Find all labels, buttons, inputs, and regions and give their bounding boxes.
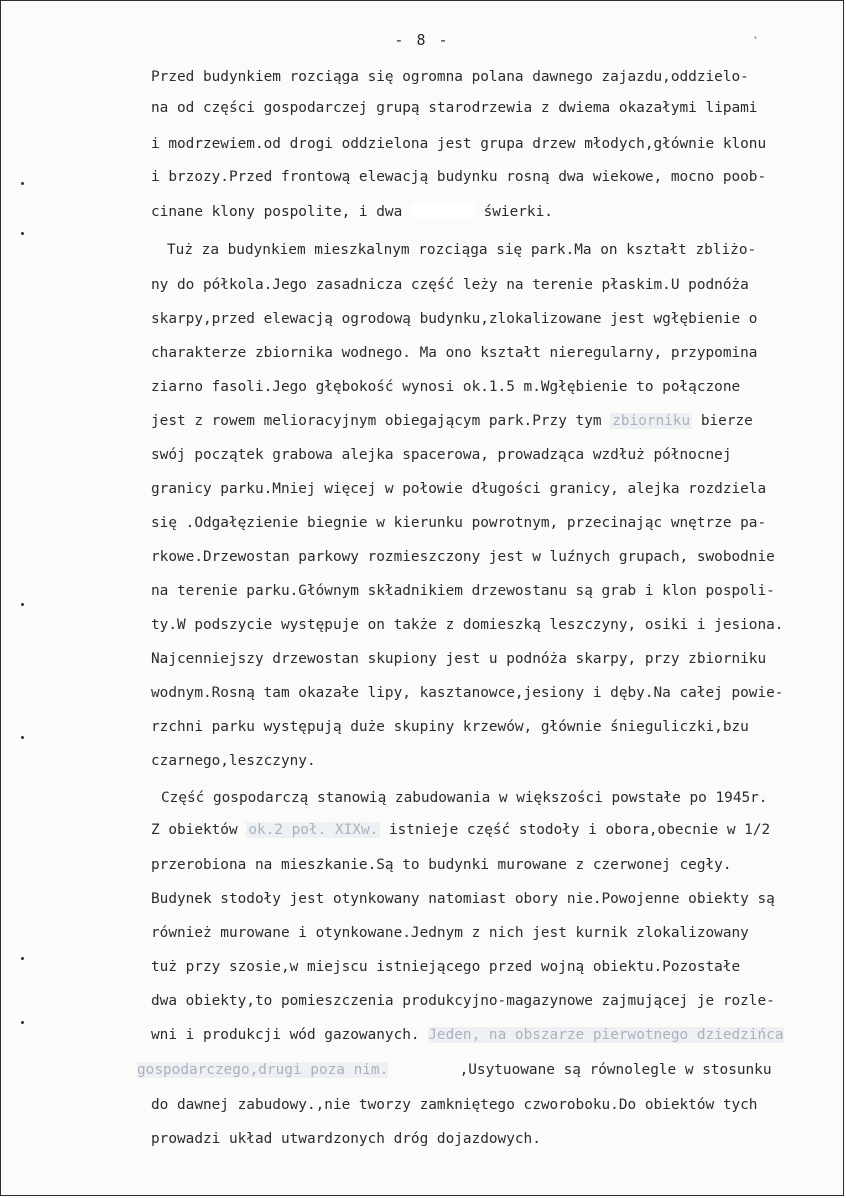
text-line: na terenie parku.Głównym składnikiem drzewostanu są grab i klon pospoli- bbox=[151, 583, 775, 599]
text-fragment: cinane klony pospolite, i dwa bbox=[151, 204, 403, 220]
faded-correction: Jeden, na obszarze pierwotnego dziedzińca bbox=[428, 1027, 784, 1043]
text-line: tuż przy szosie,w miejscu istniejącego przed wojną obiektu.Pozostałe bbox=[151, 959, 741, 975]
text-fragment: istnieje część stodoły i obora,obecnie w 1/2 bbox=[388, 822, 771, 838]
text-line: i brzozy.Przed frontową elewacją budynku rosną dwa wiekowe, mocno poob- bbox=[151, 169, 767, 185]
text-line: wodnym.Rosną tam okazałe lipy, kasztanowce,jesiony i dęby.Na całej powie- bbox=[151, 685, 784, 701]
margin-dot bbox=[21, 736, 24, 739]
text-line: na od części gospodarczej grupą starodrzewia z dwiema okazałymi lipami bbox=[151, 100, 758, 116]
corner-mark: · bbox=[751, 31, 759, 45]
text-fragment: bierze bbox=[700, 413, 753, 429]
text-line: prowadzi układ utwardzonych dróg dojazdowych. bbox=[151, 1131, 541, 1147]
faded-word: zbiorniku bbox=[612, 413, 691, 429]
text-fragment: świerki. bbox=[483, 204, 553, 220]
text-line: do dawnej zabudowy.,nie tworzy zamkniętego czworoboku.Do obiektów tych bbox=[151, 1097, 758, 1113]
text-line bbox=[137, 1061, 772, 1079]
faded-annotation: ok.2 poł. XIXw. bbox=[248, 822, 379, 838]
text-line bbox=[151, 203, 553, 221]
text-line bbox=[151, 821, 770, 839]
text-line: Przed budynkiem rozciąga się ogromna polana dawnego zajazdu,oddzielo- bbox=[151, 69, 749, 85]
text-line: dwa obiekty,to pomieszczenia produkcyjno-magazynowe zajmującej je rozle- bbox=[151, 993, 775, 1009]
text-line: czarnego,leszczyny. bbox=[151, 753, 316, 769]
margin-dot bbox=[21, 1021, 24, 1024]
margin-dot bbox=[21, 603, 24, 606]
text-line: ty.W podszycie występuje on także z domieszką leszczyny, osiki i jesiona. bbox=[151, 617, 784, 633]
text-line: rzchni parku występują duże skupiny krzewów, głównie śnieguliczki,bzu bbox=[151, 719, 749, 735]
erased-word bbox=[411, 204, 475, 218]
text-line: się .Odgałęzienie biegnie w kierunku powrotnym, przecinając wnętrze pa- bbox=[151, 515, 767, 531]
text-line: charakterze zbiornika wodnego. Ma ono kształt nieregularny, przypomina bbox=[151, 345, 758, 361]
text-line: Najcenniejszy drzewostan skupiony jest u podnóża skarpy, przy zbiorniku bbox=[151, 651, 767, 667]
text-fragment: wni i produkcji wód gazowanych. bbox=[151, 1027, 420, 1043]
text-line: i modrzewiem.od drogi oddzielona jest grupa drzew młodych,głównie klonu bbox=[151, 136, 767, 152]
text-line: rkowe.Drzewostan parkowy rozmieszczony jest w luźnych grupach, swobodnie bbox=[151, 549, 775, 565]
margin-dot bbox=[21, 957, 24, 960]
text-fragment: ,Usytuowane są równolegle w stosunku bbox=[459, 1062, 772, 1078]
page-number: - 8 - bbox=[394, 31, 450, 49]
faded-correction: gospodarczego,drugi poza nim. bbox=[137, 1062, 389, 1078]
text-line: granicy parku.Mniej więcej w połowie długości granicy, alejka rozdziela bbox=[151, 481, 767, 497]
text-line: ny do półkola.Jego zasadnicza część leży na terenie płaskim.U podnóża bbox=[151, 277, 749, 293]
text-line: również murowane i otynkowane.Jednym z nich jest kurnik zlokalizowany bbox=[151, 925, 749, 941]
text-line bbox=[151, 1026, 784, 1044]
margin-dot bbox=[21, 182, 24, 185]
text-line: Tuż za budynkiem mieszkalnym rozciąga się park.Ma on kształt zbliżo- bbox=[167, 242, 757, 258]
text-line: przerobiona na mieszkanie.Są to budynki murowane z czerwonej cegły. bbox=[151, 857, 732, 873]
text-fragment: jest z rowem melioracyjnym obiegającym park.Przy tym bbox=[151, 413, 602, 429]
text-line: skarpy,przed elewacją ogrodową budynku,zlokalizowane jest wgłębienie o bbox=[151, 311, 758, 327]
text-line: Część gospodarczą stanowią zabudowania w większości powstałe po 1945r. bbox=[161, 790, 768, 806]
text-fragment: Z obiektów bbox=[151, 822, 238, 838]
text-line bbox=[151, 412, 753, 430]
text-line: Budynek stodoły jest otynkowany natomiast obory nie.Powojenne obiekty są bbox=[151, 891, 775, 907]
text-line: swój początek grabowa alejka spacerowa, prowadząca wzdłuż północnej bbox=[151, 447, 732, 463]
margin-dot bbox=[21, 232, 24, 235]
text-line: ziarno fasoli.Jego głębokość wynosi ok.1.5 m.Wgłębienie to połączone bbox=[151, 379, 741, 395]
